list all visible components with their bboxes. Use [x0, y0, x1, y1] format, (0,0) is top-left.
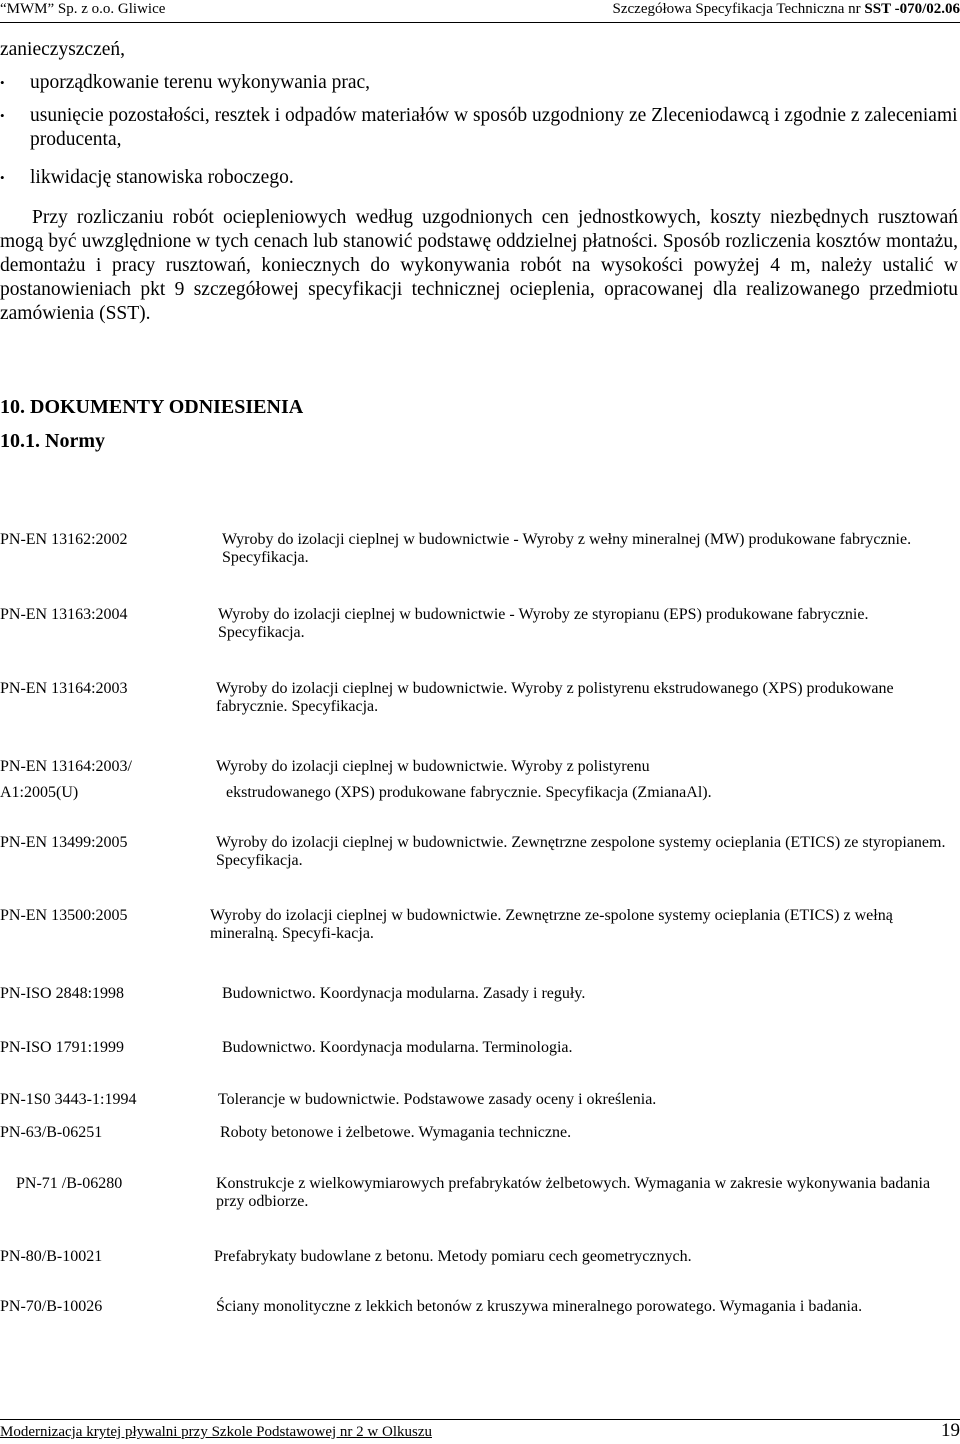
norm-code: PN-63/B-06251 [0, 1124, 103, 1141]
norm-code: PN-80/B-10021 [0, 1248, 103, 1265]
document-body [0, 38, 958, 453]
section-title: 10. DOKUMENTY ODNIESIENIA [0, 396, 304, 418]
norm-description: Roboty betonowe i żelbetowe. Wymagania techniczne. [220, 1124, 572, 1141]
norm-code: PN-1S0 3443-1:1994 [0, 1091, 137, 1108]
list-item: • usunięcie pozostałości, resztek i odpadów materiałów w sposób uzgodniony ze Zleceniodawcą i zgodnie z zaleceniami producenta, [0, 104, 958, 152]
norm-description: Prefabrykaty budowlane z betonu. Metody pomiaru cech geometrycznych. [214, 1248, 692, 1265]
norm-code: PN-EN 13499:2005 [0, 834, 128, 851]
norm-description: Wyroby do izolacji cieplnej w budownictwie. Wyroby z polistyrenu ekstrudowanego (XPS) produkowane fabrycznie. Specyfikacja. [216, 680, 894, 715]
header-spec-code: SST -070/02.06 [864, 1, 960, 17]
intro-line: zanieczyszczeń, [0, 39, 126, 60]
norm-description: Wyroby do izolacji cieplnej w budownictwie. Wyroby z polistyrenu [216, 758, 650, 775]
norm-description: Wyroby do izolacji cieplnej w budownictwie. Zewnętrzne ze-spolone systemy ocieplania (ETICS) z wełną mineralną. Specyfi-kacja. [210, 907, 893, 942]
norm-code: PN-EN 13500:2005 [0, 907, 128, 924]
list-item: • likwidację stanowiska roboczego. [0, 166, 958, 190]
footer-project: Modernizacja krytej pływalni przy Szkole Podstawowej nr 2 w Olkuszu [0, 1424, 432, 1440]
page-number: 19 [941, 1420, 960, 1441]
norm-code-amendment: A1:2005(U) [0, 784, 79, 801]
header-company: “MWM” Sp. z o.o. Gliwice [0, 1, 166, 17]
norm-description: Budownictwo. Koordynacja modularna. Terminologia. [222, 1039, 573, 1056]
header-spec [613, 0, 960, 18]
cleanup-list [0, 71, 958, 190]
norm-code: PN-ISO 2848:1998 [0, 985, 125, 1002]
norm-description: Wyroby do izolacji cieplnej w budownictwie - Wyroby ze styropianu (EPS) produkowane fabrycznie. Specyfikacja. [218, 606, 869, 641]
subsection-title: 10.1. Normy [0, 430, 105, 452]
norm-description: Konstrukcje z wielkowymiarowych prefabrykatów żelbetowych. Wymagania w zakresie wykonywania badania przy odbiorze. [216, 1175, 931, 1210]
norm-code: PN-ISO 1791:1999 [0, 1039, 125, 1056]
norm-description: Wyroby do izolacji cieplnej w budownictwie. Zewnętrzne zespolone systemy ocieplania (ETICS) ze styropianem. Specyfikacja. [216, 834, 946, 869]
norm-description: Wyroby do izolacji cieplnej w budownictwie - Wyroby z wełny mineralnej (MW) produkowane fabrycznie. Specyfikacja. [222, 531, 912, 566]
scaffolding-paragraph: Przy rozliczaniu robót ociepleniowych według uzgodnionych cen jednostkowych, koszty niezbędnych rusztowań mogą być uwzględnione w tych cenach lub stanowić podstawę oddzielnej płatności. Sposób rozliczenia kosztów montażu, demontażu i pracy rusztowań, koniecznych do wykonywania robót na wysokości powyżej 4 m, należy ustalić w postanowieniach pkt 9 szczegółowej specyfikacji technicznej ocieplenia, opracowanej dla realizowanego przedmiotu zamówienia (SST). [0, 207, 958, 324]
header-spec-prefix: Szczegółowa Specyfikacja Techniczna nr [612, 1, 861, 17]
norm-code: PN-EN 13164:2003/ [0, 758, 132, 775]
norm-description-cont: ekstrudowanego (XPS) produkowane fabrycznie. Specyfikacja (ZmianaAl). [226, 784, 712, 801]
norm-code: PN-EN 13164:2003 [0, 680, 128, 697]
norm-description: Ściany monolityczne z lekkich betonów z kruszywa mineralnego porowatego. Wymagania i badania. [216, 1298, 863, 1315]
norm-code: PN-70/B-10026 [0, 1298, 103, 1315]
norm-code: PN-EN 13162:2002 [0, 531, 128, 548]
page-footer [0, 1419, 960, 1442]
norm-code: PN-EN 13163:2004 [0, 606, 128, 623]
list-item: • uporządkowanie terenu wykonywania prac, [0, 71, 958, 95]
norm-description: Tolerancje w budownictwie. Podstawowe zasady oceny i określenia. [218, 1091, 657, 1108]
page-header [0, 0, 960, 23]
norm-code: PN-71 /B-06280 [16, 1175, 123, 1192]
norm-description: Budownictwo. Koordynacja modularna. Zasady i reguły. [222, 985, 586, 1002]
